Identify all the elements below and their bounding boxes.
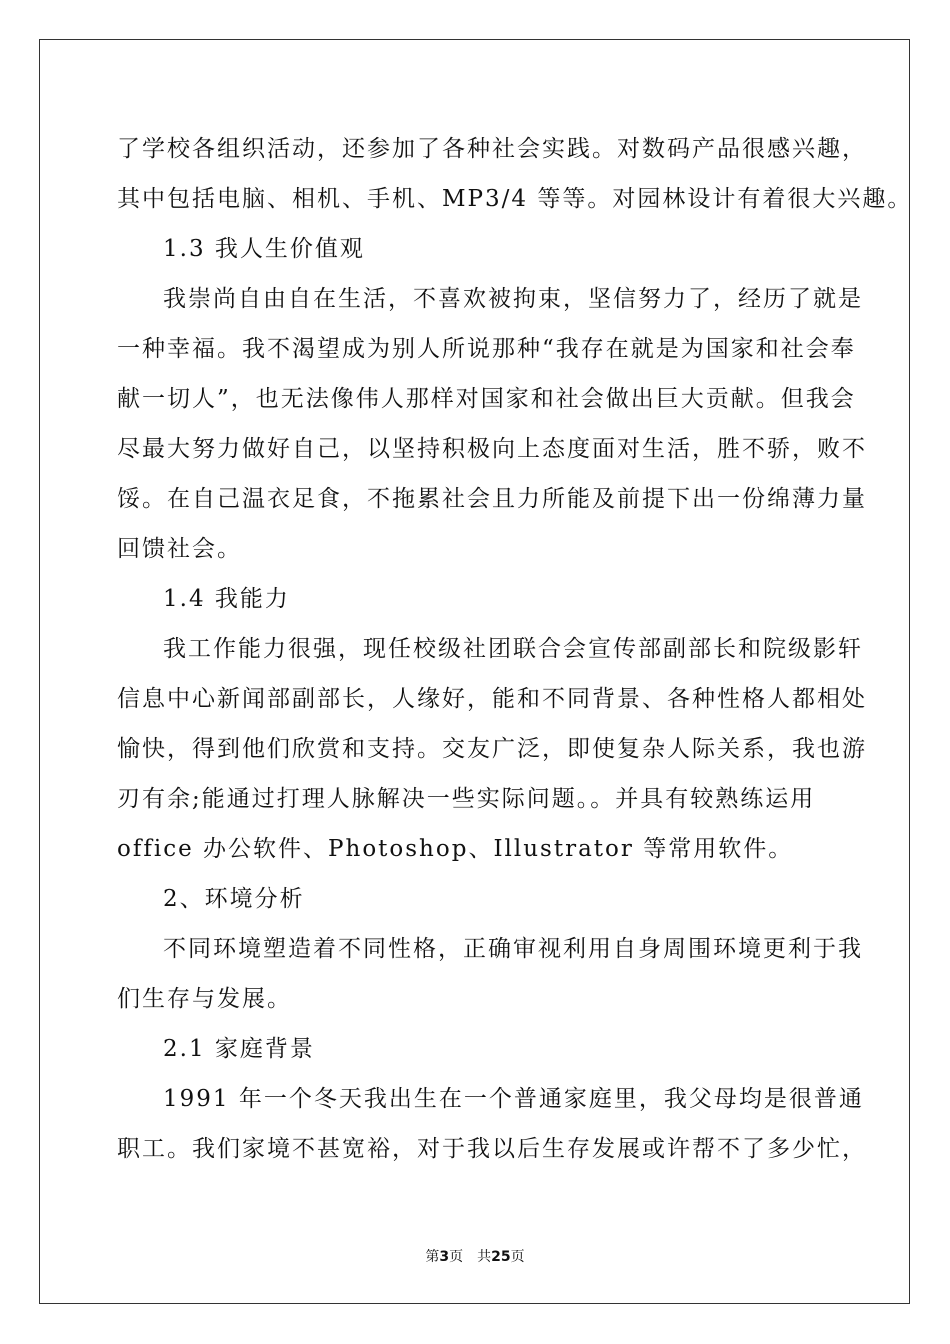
page-footer [0,1246,950,1266]
total-prefix: 共 [477,1249,492,1265]
section-heading: 2.1 家庭背景 [163,1036,315,1062]
text-line: 刃有余;能通过打理人脉解决一些实际问题。。并具有较熟练运用 [117,786,816,812]
text-line: 职工。我们家境不甚宽裕，对于我以后生存发展或许帮不了多少忙， [117,1136,867,1162]
section-heading: 1.3 我人生价值观 [163,236,365,262]
paragraph-start: 我工作能力很强，现任校级社团联合会宣传部副部长和院级影轩 [163,636,863,662]
text-line: 回馈社会。 [117,536,242,562]
text-line: 们生存与发展。 [117,986,292,1012]
paragraph-start: 我崇尚自由自在生活，不喜欢被拘束，坚信努力了，经历了就是 [163,286,863,312]
page-number: 3 [439,1249,450,1265]
text-line: 馁。在自己温衣足食，不拖累社会且力所能及前提下出一份绵薄力量 [117,486,867,512]
text-line: office 办公软件、Photoshop、Illustrator 等常用软件。 [117,836,794,862]
text-line: 尽最大努力做好自己，以坚持积极向上态度面对生活，胜不骄，败不 [117,436,867,462]
text-line: 信息中心新闻部副部长，人缘好，能和不同背景、各种性格人都相处 [117,686,867,712]
section-heading: 2、环境分析 [163,886,305,912]
page-prefix: 第 [425,1249,440,1265]
total-pages: 25 [491,1249,511,1265]
text-line: 献一切人”，也无法像伟人那样对国家和社会做出巨大贡献。但我会 [117,386,856,412]
text-line: 愉快，得到他们欣赏和支持。交友广泛，即使复杂人际关系，我也游 [117,736,867,762]
paragraph-start: 不同环境塑造着不同性格，正确审视利用自身周围环境更利于我 [163,936,863,962]
page-suffix: 页 [449,1249,464,1265]
text-line: 了学校各组织活动，还参加了各种社会实践。对数码产品很感兴趣， [117,136,867,162]
section-heading: 1.4 我能力 [163,586,290,612]
paragraph-start: 1991 年一个冬天我出生在一个普通家庭里，我父母均是很普通 [163,1086,864,1112]
total-suffix: 页 [510,1249,525,1265]
text-line: 其中包括电脑、相机、手机、MP3/4 等等。对园林设计有着很大兴趣。 [117,186,913,212]
text-line: 一种幸福。我不渴望成为别人所说那种“我存在就是为国家和社会奉 [117,336,856,362]
document-body [117,124,913,1174]
